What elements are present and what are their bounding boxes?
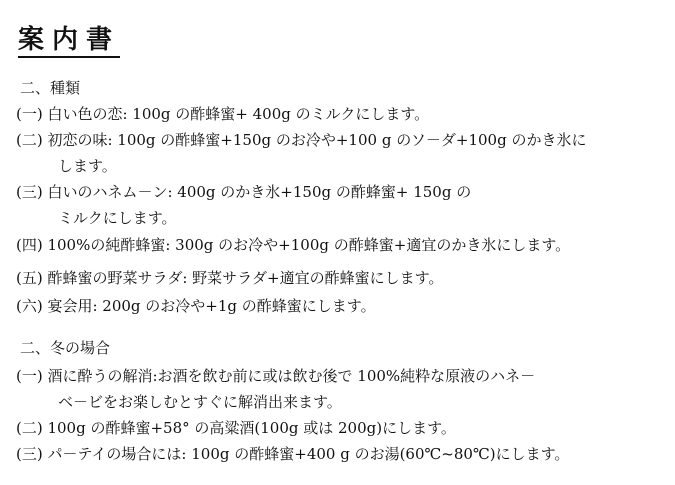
document-title: 案内書 bbox=[18, 24, 120, 58]
list-item: (二) 100g の酢蜂蜜+58° の高粱酒(100g 或は 200g)にします。 bbox=[16, 419, 456, 437]
list-item: (一) 白い色の恋: 100g の酢蜂蜜+ 400g のミルクにします。 bbox=[16, 105, 430, 123]
list-item: (四) 100%の純酢蜂蜜: 300g のお冷や+100g の酢蜂蜜+適宜のかき氷にします。 bbox=[16, 236, 571, 254]
section-heading-winter: 二、冬の場合 bbox=[20, 339, 111, 357]
list-item-continuation: ベ－ビをお楽しむとすぐに解消出来ます。 bbox=[58, 393, 342, 411]
list-item: (一) 酒に酔うの解消:お酒を飲む前に或は飲む後で 100%純粋な原液のハネ－ bbox=[16, 367, 536, 385]
list-item-continuation: ミルクにします。 bbox=[58, 209, 177, 227]
list-item-continuation: します。 bbox=[58, 157, 117, 175]
list-item: (六) 宴会用: 200g のお冷や+1g の酢蜂蜜にします。 bbox=[16, 297, 376, 315]
list-item: (三) 白いのハネム－ン: 400g のかき氷+150g の酢蜂蜜+ 150g の bbox=[16, 183, 472, 201]
list-item: (三) パ－テイの場合には: 100g の酢蜂蜜+400 g のお湯(60℃~80℃)にします。 bbox=[16, 445, 570, 463]
list-item: (二) 初恋の味: 100g の酢蜂蜜+150g のお冷や+100 g のソ－ダ+100g のかき氷に bbox=[16, 131, 587, 149]
section-heading-types: 二、種類 bbox=[20, 79, 81, 97]
list-item: (五) 酢蜂蜜の野菜サラダ: 野菜サラダ+適宜の酢蜂蜜にします。 bbox=[16, 269, 444, 287]
